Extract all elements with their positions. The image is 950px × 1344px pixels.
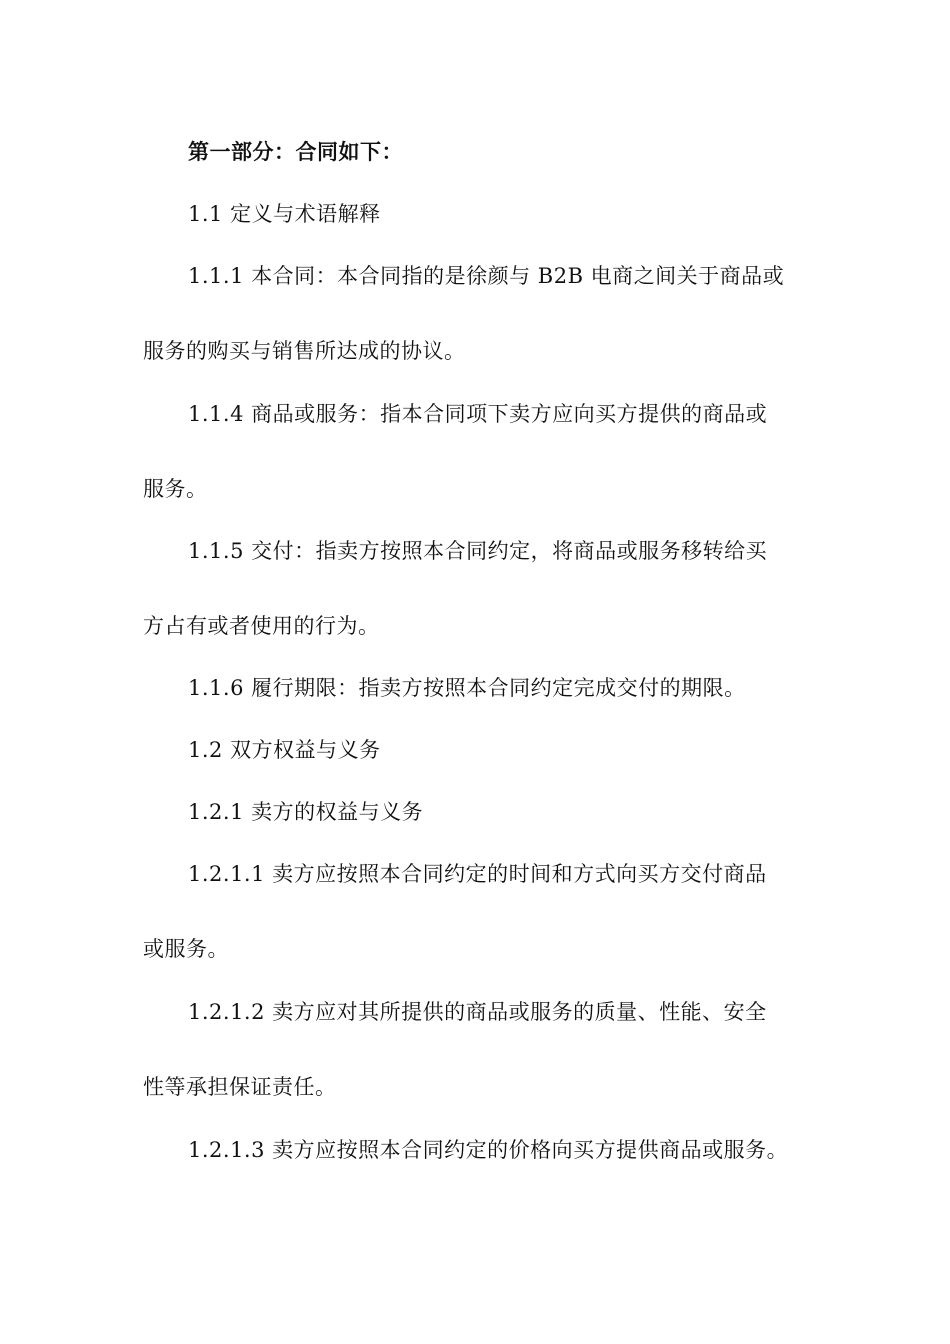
clause-1-1-1-line-1: 1.1.1 本合同：本合同指的是徐颜与 B2B 电商之间关于商品或 (188, 264, 785, 288)
clause-1-2-1-title: 1.2.1 卖方的权益与义务 (188, 800, 424, 824)
clause-1-2-1-1-line-2: 或服务。 (143, 937, 229, 961)
clause-1-1-4-line-1: 1.1.4 商品或服务：指本合同项下卖方应向买方提供的商品或 (188, 402, 768, 426)
clause-1-2-1-2-line-2: 性等承担保证责任。 (143, 1075, 337, 1099)
section-heading: 第一部分：合同如下： (188, 139, 403, 164)
clause-1-1-4-line-2: 服务。 (143, 477, 208, 501)
clause-1-2-1-2-line-1: 1.2.1.2 卖方应对其所提供的商品或服务的质量、性能、安全 (188, 1000, 767, 1024)
clause-1-1-1-line-2: 服务的购买与销售所达成的协议。 (143, 339, 466, 363)
clause-1-1-title: 1.1 定义与术语解释 (188, 202, 381, 226)
clause-1-1-6: 1.1.6 履行期限：指卖方按照本合同约定完成交付的期限。 (188, 676, 746, 700)
clause-1-2-1-1-line-1: 1.2.1.1 卖方应按照本合同约定的时间和方式向买方交付商品 (188, 862, 767, 886)
clause-1-2-title: 1.2 双方权益与义务 (188, 738, 381, 762)
clause-1-1-5-line-2: 方占有或者使用的行为。 (143, 614, 380, 638)
clause-1-1-5-line-1: 1.1.5 交付：指卖方按照本合同约定，将商品或服务移转给买 (188, 539, 768, 563)
clause-1-2-1-3: 1.2.1.3 卖方应按照本合同约定的价格向买方提供商品或服务。 (188, 1138, 789, 1162)
